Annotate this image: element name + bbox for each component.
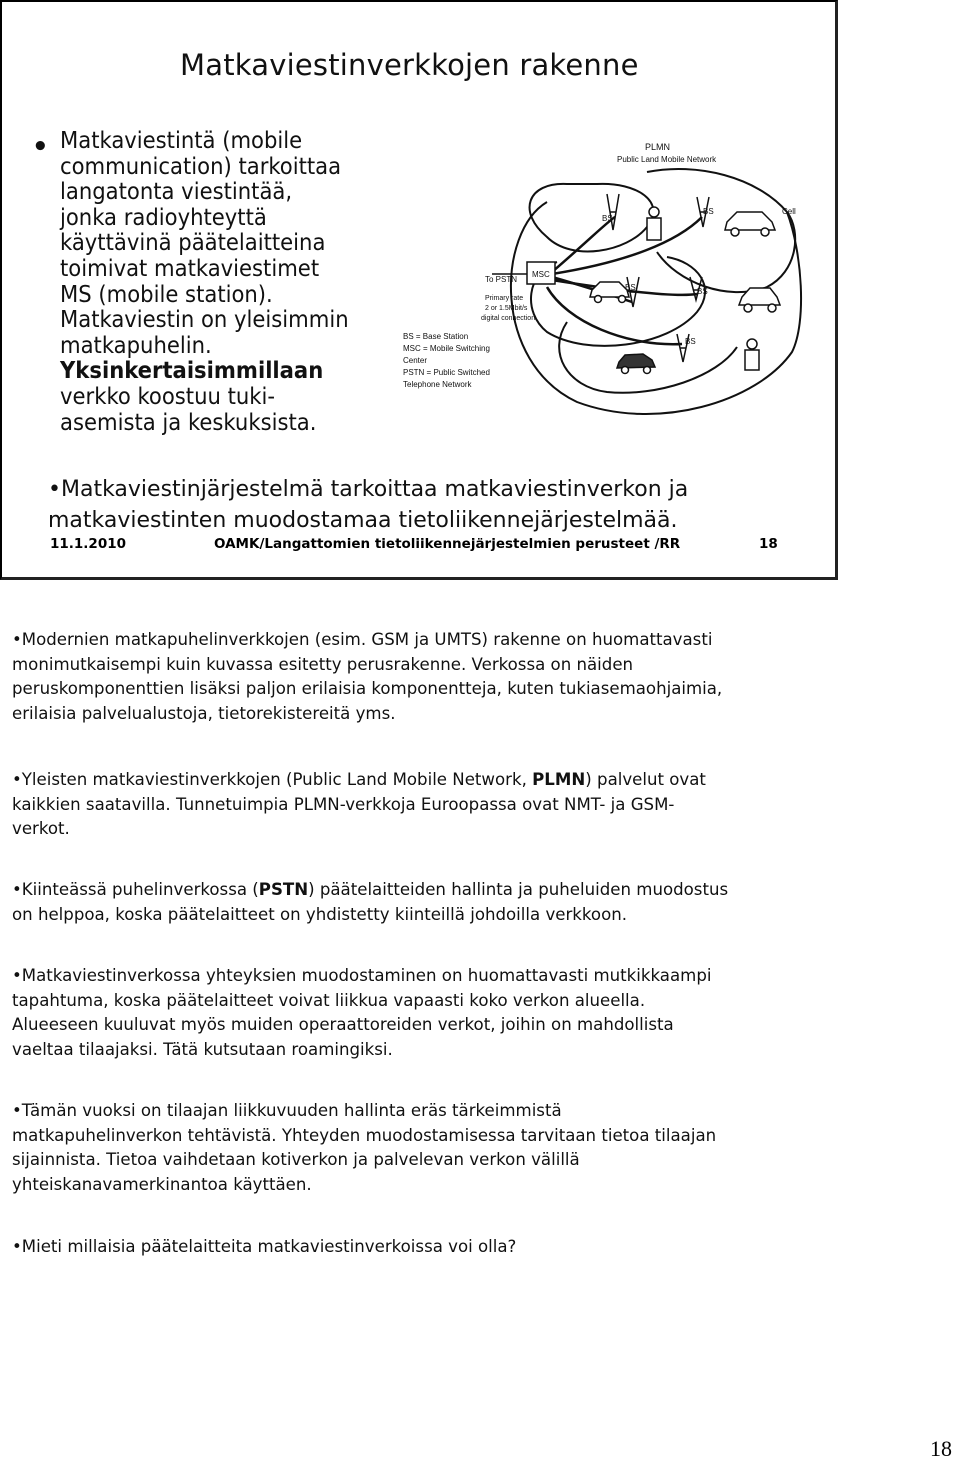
car-icon	[590, 282, 629, 303]
person-with-phone-icon	[745, 339, 759, 370]
legend-line: MSC = Mobile Switching	[403, 344, 490, 353]
note-line: on helppoa, koska päätelaitteet on yhdistetty kiinteillä johdoilla verkkoon.	[12, 904, 628, 924]
slide-date: 11.1.2010	[50, 536, 127, 552]
note-paragraph	[12, 878, 812, 927]
slide-body-line: matkapuhelin.	[60, 330, 212, 359]
slide-course: OAMK/Langattomien tietoliikennejärjestelmien perusteet /RR	[214, 536, 681, 552]
note-line: vaeltaa tilaajaksi. Tätä kutsutaan roamingiksi.	[12, 1039, 393, 1059]
bs-label: BS	[697, 287, 708, 296]
cell-boundary	[530, 184, 654, 252]
slide-body-line: Yksinkertaisimmillaan	[60, 356, 324, 385]
car-icon	[617, 354, 655, 374]
note-line: monimutkaisempi kuin kuvassa esitetty perusrakenne. Verkossa on näiden	[12, 654, 634, 674]
slide-summary-line: •Matkaviestinjärjestelmä tarkoittaa matkaviestinverkon ja	[48, 477, 689, 502]
legend-line: PSTN = Public Switched	[403, 368, 490, 377]
note-line: erilaisia palvelualustoja, tietorekistereitä yms.	[12, 703, 396, 723]
cell-label: Cell	[782, 207, 796, 216]
car-icon	[725, 212, 775, 236]
slide-body-line: MS (mobile station).	[60, 279, 273, 308]
note-line: verkot.	[12, 819, 70, 838]
slide-body-line: verkko koostuu tuki-	[60, 381, 276, 410]
note-paragraph	[12, 628, 812, 726]
slide-summary	[48, 474, 828, 536]
note-line: sijainnista. Tietoa vaihdetaan kotiverkon ja palvelevan verkon välillä	[12, 1150, 580, 1169]
note-line: matkapuhelinverkon tehtävistä. Yhteyden muodostamisessa tarvitaan tietoa tilaajan	[12, 1125, 717, 1145]
slide-body-line: Matkaviestintä (mobile	[60, 126, 303, 154]
to-pstn-label: To PSTN	[485, 275, 518, 284]
legend-line: Telephone Network	[403, 380, 472, 389]
slide-body-line: jonka radioyhteyttä	[60, 202, 267, 231]
note-line: •Kiinteässä puhelinverkossa (PSTN) päätelaitteiden hallinta ja puheluiden muodostus	[12, 880, 729, 899]
page-number: 18	[930, 1436, 952, 1461]
note-line: yhteiskanavamerkinantoa käyttäen.	[12, 1174, 312, 1194]
plmn-network-diagram	[397, 122, 812, 452]
note-line: peruskomponenttien lisäksi paljon erilaisia komponentteja, kuten tukiasemaohjaimia,	[12, 679, 723, 698]
legend-line: BS = Base Station	[403, 332, 469, 341]
slide-body-text	[60, 128, 390, 435]
plmn-title: PLMN	[645, 142, 671, 152]
plmn-subtitle: Public Land Mobile Network	[617, 155, 717, 164]
slide-body-line: langatonta viestintää,	[60, 177, 293, 206]
bs-label: BS	[602, 214, 613, 223]
note-line: kaikkien saatavilla. Tunnetuimpia PLMN-verkkoja Euroopassa ovat NMT- ja GSM-	[12, 794, 675, 814]
slide-number: 18	[759, 536, 778, 552]
note-line: •Tämän vuoksi on tilaajan liikkuvuuden hallinta eräs tärkeimmistä	[12, 1101, 562, 1120]
note-line: tapahtuma, koska päätelaitteet voivat liikkua vapaasti koko verkon alueella.	[12, 990, 646, 1010]
legend-line: Center	[403, 356, 428, 365]
bs-label: BS	[703, 207, 714, 216]
note-line: •Mieti millaisia päätelaitteita matkaviestinverkoissa voi olla?	[12, 1237, 517, 1256]
note-line: •Modernien matkapuhelinverkkojen (esim. GSM ja UMTS) rakenne on huomattavasti	[12, 630, 713, 649]
note-line: •Matkaviestinverkossa yhteyksien muodostaminen on huomattavasti mutkikkaampi	[12, 966, 712, 985]
note-line: •Yleisten matkaviestinverkkojen (Public Land Mobile Network, PLMN) palvelut ovat	[12, 770, 706, 789]
bs-label: BS	[685, 337, 696, 346]
slide-body-line: käyttävinä päätelaitteina	[60, 228, 326, 257]
slide-body-line: asemista ja keskuksista.	[60, 407, 317, 436]
note-paragraph	[12, 964, 812, 1062]
bs-label: BS	[625, 283, 636, 292]
slide-body-line: communication) tarkoittaa	[60, 151, 342, 180]
msc-label: MSC	[532, 270, 550, 279]
note-line: Alueeseen kuuluvat myös muiden operaattoreiden verkot, joihin on mahdollista	[12, 1015, 674, 1034]
rate-line: 2 or 1.5Mbit/s	[485, 305, 528, 312]
slide-body-line: toimivat matkaviestimet	[60, 253, 320, 282]
person-with-phone-icon	[647, 207, 661, 240]
slide-bullet: •	[32, 132, 49, 162]
rate-line: Primary rate	[485, 295, 524, 302]
note-paragraph	[12, 1099, 812, 1197]
slide-title: Matkaviestinverkkojen rakenne	[180, 48, 639, 82]
base-station-tower-icon	[607, 194, 619, 230]
slide-summary-line: matkaviestinten muodostamaa tietoliikennejärjestelmää.	[48, 508, 678, 533]
rate-line: digital connection	[481, 315, 536, 322]
note-paragraph	[12, 768, 812, 842]
note-paragraph	[12, 1235, 812, 1260]
slide-body-line: Matkaviestin on yleisimmin	[60, 305, 349, 334]
slide-image	[0, 0, 838, 580]
